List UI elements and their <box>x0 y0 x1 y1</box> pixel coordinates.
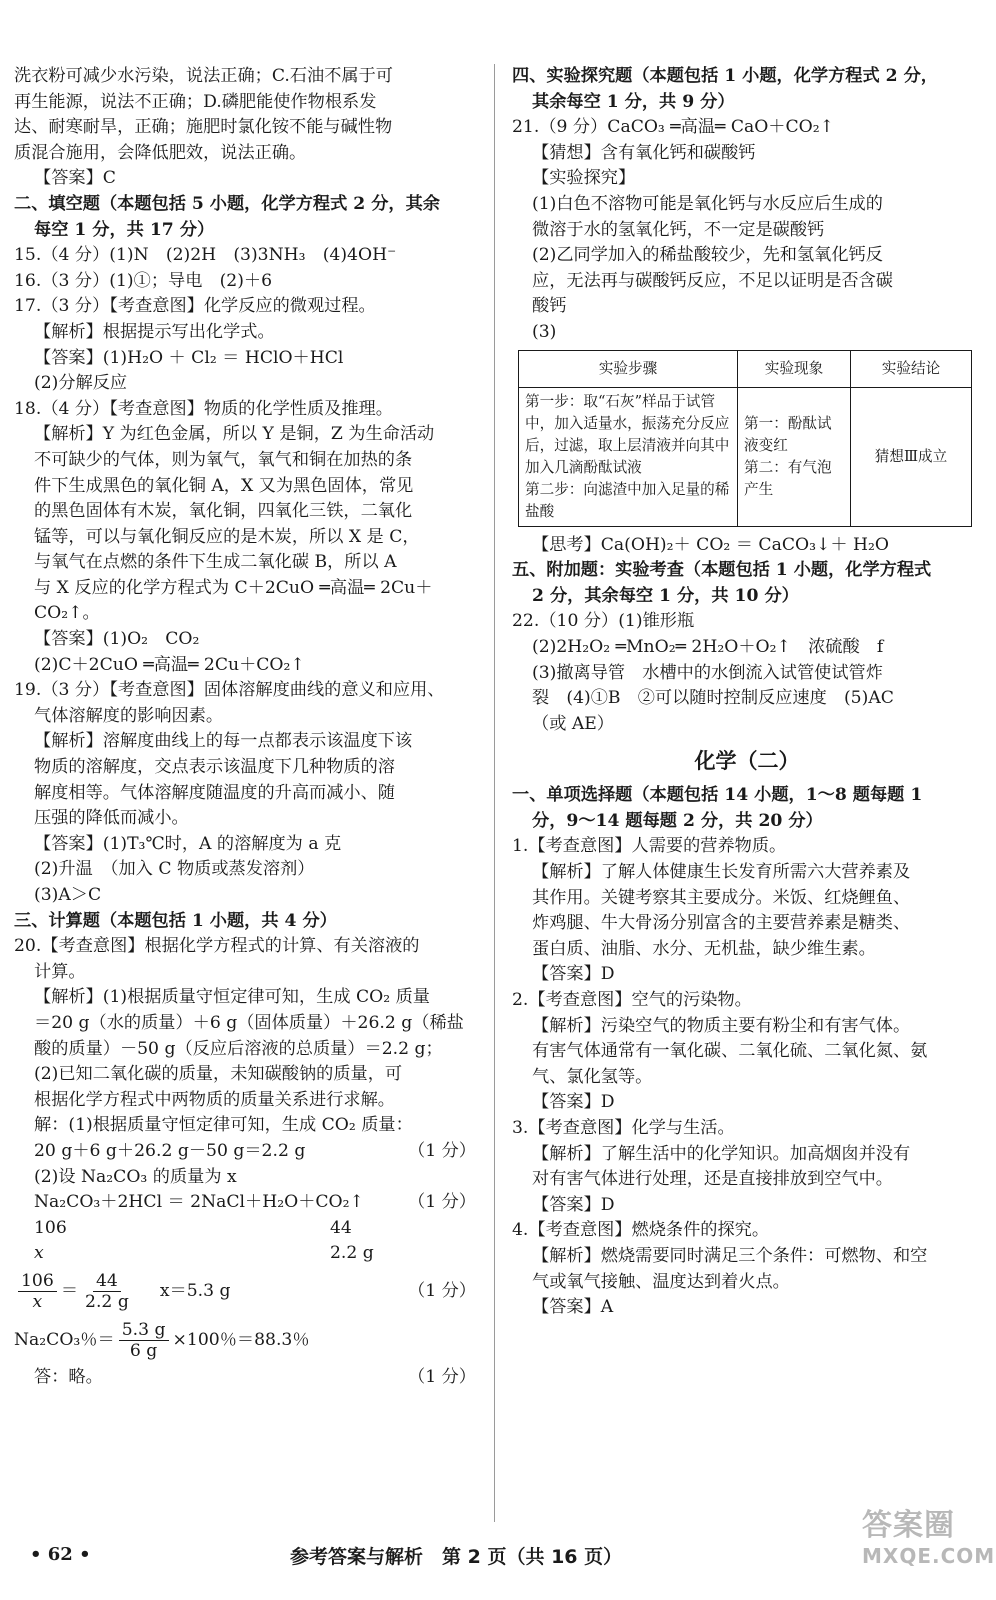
analysis-line: 根据化学方程式中两物质的质量关系进行求解。 <box>34 1089 395 1110</box>
question-line: 22.（10 分）(1)锥形瓶 <box>512 611 695 632</box>
analysis-line: (2)乙同学加入的稀盐酸较少，先和氢氧化钙反 <box>532 245 883 266</box>
left-column <box>14 64 476 1391</box>
analysis-line: 解度相等。气体溶解度随温度的升高而减小、随 <box>34 782 395 803</box>
answer-line: 【答案】(1)T₃℃时，A 的溶解度为 a 克 <box>34 833 342 854</box>
analysis-line: (1)白色不溶物可能是氧化钙与水反应后生成的 <box>532 193 883 214</box>
fraction <box>119 1320 169 1361</box>
calc-row <box>14 1190 476 1216</box>
analysis-line: 酸的质量）－50 g（反应后溶液的总质量）＝2.2 g； <box>34 1038 443 1059</box>
analysis-line: 【解析】燃烧需要同时满足三个条件：可燃物、和空 <box>532 1245 928 1266</box>
answer-line: 【答案】(1)H₂O ＋ Cl₂ ＝ HClO＋HCl <box>34 347 344 368</box>
footer-title: 参考答案与解析 第 2 页（共 16 页） <box>290 1546 623 1568</box>
page-number: • 62 • <box>30 1544 91 1565</box>
question-line: 16.（3 分）(1)①；导电 (2)＋6 <box>14 270 273 291</box>
analysis-line: 应，无法再与碳酸钙反应，不足以证明是否含碳 <box>532 270 893 291</box>
table-header: 实验步骤 <box>519 350 738 387</box>
answer-line: (2)分解反应 <box>34 373 128 394</box>
analysis-line: 酸钙 <box>532 296 567 317</box>
section-title: 化学（二） <box>694 749 800 774</box>
column-divider <box>494 64 495 1522</box>
analysis-line: CO₂↑。 <box>34 603 100 624</box>
analysis-line: 【解析】溶解度曲线上的每一点都表示该温度下该 <box>34 731 413 752</box>
section-heading: 二、填空题（本题包括 5 小题，化学方程式 2 分，其余 <box>14 193 440 214</box>
percentage-row <box>14 1316 476 1365</box>
table-cell-phenomenon: 第一：酚酞试液变红 第二：有气泡产生 <box>738 387 851 526</box>
analysis-line: 蛋白质、油脂、水分、无机盐，缺少维生素。 <box>532 938 876 959</box>
fraction <box>18 1271 57 1312</box>
fraction-denominator: 2.2 g <box>85 1291 129 1312</box>
question-line: 2.【考查意图】空气的污染物。 <box>512 990 752 1011</box>
fraction <box>82 1271 132 1312</box>
analysis-line: 与 X 反应的化学方程式为 C＋2CuO ═高温═ 2Cu＋ <box>34 577 433 598</box>
answer-line: 【答案】A <box>532 1297 614 1318</box>
fraction-numerator: 5.3 g <box>119 1320 169 1341</box>
solution-line: 解：(1)根据质量守恒定律可知，生成 CO₂ 质量： <box>34 1115 413 1136</box>
analysis-line: 【解析】Y 为红色金属，所以 Y 是铜，Z 为生命活动 <box>34 424 435 445</box>
percentage-lead: Na₂CO₃％＝ <box>14 1330 115 1351</box>
analysis-line: 其作用。关键考察其主要成分。米饭、红烧鲤鱼、 <box>532 887 911 908</box>
table-cell-conclusion: 猜想Ⅲ成立 <box>851 387 972 526</box>
analysis-line: 【解析】根据提示写出化学式。 <box>34 321 275 342</box>
table-header-row <box>519 350 972 387</box>
section-heading-cont: 其余每空 1 分，共 9 分） <box>532 91 735 112</box>
left-line: 达、耐寒耐旱，正确；施肥时氯化铵不能与碱性物 <box>14 117 393 138</box>
experiment-table <box>518 350 972 527</box>
answer-line: 【答案】D <box>532 1194 615 1215</box>
answer-line: 【答案】(1)O₂ CO₂ <box>34 629 200 650</box>
analysis-line: 不可缺少的气体，则为氧气，氧气和铜在加热的条 <box>34 449 413 470</box>
left-line: 再生能源，说法不正确；D.磷肥能使作物根系发 <box>14 91 377 112</box>
question-line: 15.（4 分）(1)N (2)2H (3)3NH₃ (4)4OH⁻ <box>14 245 397 266</box>
analysis-line: 炸鸡腿、牛大骨汤分别富含的主要营养素是糖类、 <box>532 913 911 934</box>
mass-na2co3: 106 <box>34 1217 67 1238</box>
score-mark: （1 分） <box>408 1281 476 1302</box>
analysis-line: 与氧气在点燃的条件下生成二氧化碳 B，所以 A <box>34 552 397 573</box>
result-x: x＝5.3 g <box>159 1281 231 1302</box>
table-cell-step: 第一步：取“石灰”样品于试管中，加入适量水，振荡充分反应后，过滤，取上层清液并向其中加入几滴酚酞试液 第二步：向滤渣中加入足量的稀盐酸 <box>519 387 738 526</box>
question-line: 1.【考查意图】人需要的营养物质。 <box>512 836 787 857</box>
hypothesis-line: 【猜想】含有氧化钙和碳酸钙 <box>532 142 756 163</box>
table-header: 实验现象 <box>738 350 851 387</box>
score-mark: （1 分） <box>408 1140 476 1161</box>
analysis-line: 【解析】污染空气的物质主要有粉尘和有害气体。 <box>532 1015 911 1036</box>
analysis-line: 有害气体通常有一氧化碳、二氧化硫、二氧化氮、氨 <box>532 1041 928 1062</box>
page-footer <box>0 1538 996 1578</box>
analysis-line: 锰等，可以与氧化铜反应的是木炭，所以 X 是 C， <box>34 526 420 547</box>
analysis-line: (3) <box>532 321 557 342</box>
answer-line: (2)C＋2CuO ═高温═ 2Cu＋CO₂↑ <box>34 654 305 675</box>
answer-row <box>14 1365 476 1391</box>
answer-line: 【答案】D <box>532 1092 615 1113</box>
table-row <box>519 387 972 526</box>
equals-sign: ＝ <box>60 1281 79 1302</box>
known-co2-mass: 2.2 g <box>330 1243 374 1264</box>
question-line: 19.（3 分）【考查意图】固体溶解度曲线的意义和应用、 <box>14 680 445 701</box>
final-answer: 答：略。 <box>34 1366 103 1387</box>
unknown-x: x <box>34 1243 44 1264</box>
answer-line: （或 AE） <box>532 713 614 734</box>
proportion-row <box>14 1267 476 1316</box>
left-line: 洗衣粉可减少水污染，说法正确；C.石油不属于可 <box>14 66 393 86</box>
answer-line: (2)升温 （加入 C 物质或蒸发溶剂） <box>34 859 315 880</box>
answer-line: (3)A＞C <box>34 885 102 905</box>
fraction-numerator: 44 <box>93 1271 121 1292</box>
question-line: 4.【考查意图】燃烧条件的探究。 <box>512 1220 770 1241</box>
answer-line: (3)撤离导管 水槽中的水倒流入试管使试管炸 <box>532 662 883 683</box>
watermark-text: 答案圈 <box>862 1508 955 1543</box>
analysis-line: 物质的溶解度，交点表示该温度下几种物质的溶 <box>34 757 395 778</box>
fraction-denominator: x <box>32 1291 43 1312</box>
question-line: 21.（9 分）CaCO₃ ═高温═ CaO＋CO₂↑ <box>512 117 835 138</box>
analysis-line: ＝20 g（水的质量）＋6 g（固体质量）＋26.2 g（稀盐 <box>34 1012 464 1033</box>
analysis-line: 气或氧气接触、温度达到着火点。 <box>532 1271 790 1292</box>
section-heading: 一、单项选择题（本题包括 14 小题，1～8 题每题 1 <box>512 785 923 806</box>
answer-line: 【答案】D <box>532 964 615 985</box>
right-column <box>512 64 982 1321</box>
fraction-denominator: 6 g <box>129 1340 158 1361</box>
analysis-line: 的黑色固体有木炭，氧化铜，四氧化三铁，二氧化 <box>34 501 413 522</box>
question-line: 3.【考查意图】化学与生活。 <box>512 1118 735 1138</box>
score-mark: （1 分） <box>408 1366 476 1387</box>
proportion <box>14 1271 231 1312</box>
question-line: 17.（3 分）【考查意图】化学反应的微观过程。 <box>14 296 376 317</box>
answer-line: 【答案】C <box>34 168 116 189</box>
mass-co2: 44 <box>330 1217 352 1238</box>
analysis-line: 【解析】了解人体健康生长发育所需六大营养素及 <box>532 862 911 883</box>
mass-row <box>14 1241 476 1267</box>
percentage-tail: ×100％＝88.3％ <box>172 1330 310 1351</box>
question-line-cont: 计算。 <box>34 961 86 982</box>
question-line: 20.【考查意图】根据化学方程式的计算、有关溶液的 <box>14 936 420 957</box>
analysis-line: 微溶于水的氢氧化钙，不一定是碳酸钙 <box>532 219 825 240</box>
answer-line: (2)2H₂O₂ ═MnO₂═ 2H₂O＋O₂↑ 浓硫酸 f <box>532 636 884 657</box>
question-line: 18.（4 分）【考查意图】物质的化学性质及推理。 <box>14 398 393 419</box>
watermark-url: MXQE.COM <box>862 1544 996 1568</box>
analysis-line: 压强的降低而减小。 <box>34 808 189 829</box>
calc-row: (2)设 Na₂CO₃ 的质量为 x <box>34 1166 237 1187</box>
watermark-logo <box>862 1500 996 1592</box>
section-heading: 五、附加题：实验考查（本题包括 1 小题，化学方程式 <box>512 560 932 581</box>
calc-row <box>14 1139 476 1165</box>
analysis-line: (2)已知二氧化碳的质量，未知碳酸钠的质量，可 <box>34 1064 403 1085</box>
table-header: 实验结论 <box>851 350 972 387</box>
section-heading: 三、计算题（本题包括 1 小题，共 4 分） <box>14 910 337 931</box>
section-heading-cont: 分，9～14 题每题 2 分，共 20 分） <box>532 810 823 831</box>
analysis-line: 对有害气体进行处理，还是直接排放到空气中。 <box>532 1169 893 1190</box>
chemical-equation: Na₂CO₃＋2HCl ＝ 2NaCl＋H₂O＋CO₂↑ <box>34 1192 364 1213</box>
score-mark: （1 分） <box>408 1192 476 1213</box>
section-heading-cont: 2 分，其余每空 1 分，共 10 分） <box>532 585 799 606</box>
section-heading-cont: 每空 1 分，共 17 分） <box>34 219 215 240</box>
fraction-numerator: 106 <box>18 1271 57 1292</box>
reflection-line: 【思考】Ca(OH)₂＋ CO₂ ＝ CaCO₃↓＋ H₂O <box>532 534 889 555</box>
question-line-cont: 气体溶解度的影响因素。 <box>34 705 224 726</box>
calc-text: 20 g＋6 g＋26.2 g－50 g＝2.2 g <box>34 1140 306 1161</box>
analysis-line: 【解析】(1)根据质量守恒定律可知，生成 CO₂ 质量 <box>34 987 430 1008</box>
analysis-line: 【解析】了解生活中的化学知识。加高烟囱并没有 <box>532 1143 911 1164</box>
analysis-line: 气、氯化氢等。 <box>532 1066 653 1087</box>
analysis-line: 件下生成黑色的氧化铜 A，X 又为黑色固体，常见 <box>34 475 414 496</box>
left-line: 质混合施用，会降低肥效，说法正确。 <box>14 142 307 163</box>
experiment-heading: 【实验探究】 <box>532 168 636 189</box>
section-heading: 四、实验探究题（本题包括 1 小题，化学方程式 2 分， <box>512 66 938 86</box>
answer-line: 裂 (4)①B ②可以随时控制反应速度 (5)AC <box>532 688 894 709</box>
mass-row <box>14 1216 476 1242</box>
